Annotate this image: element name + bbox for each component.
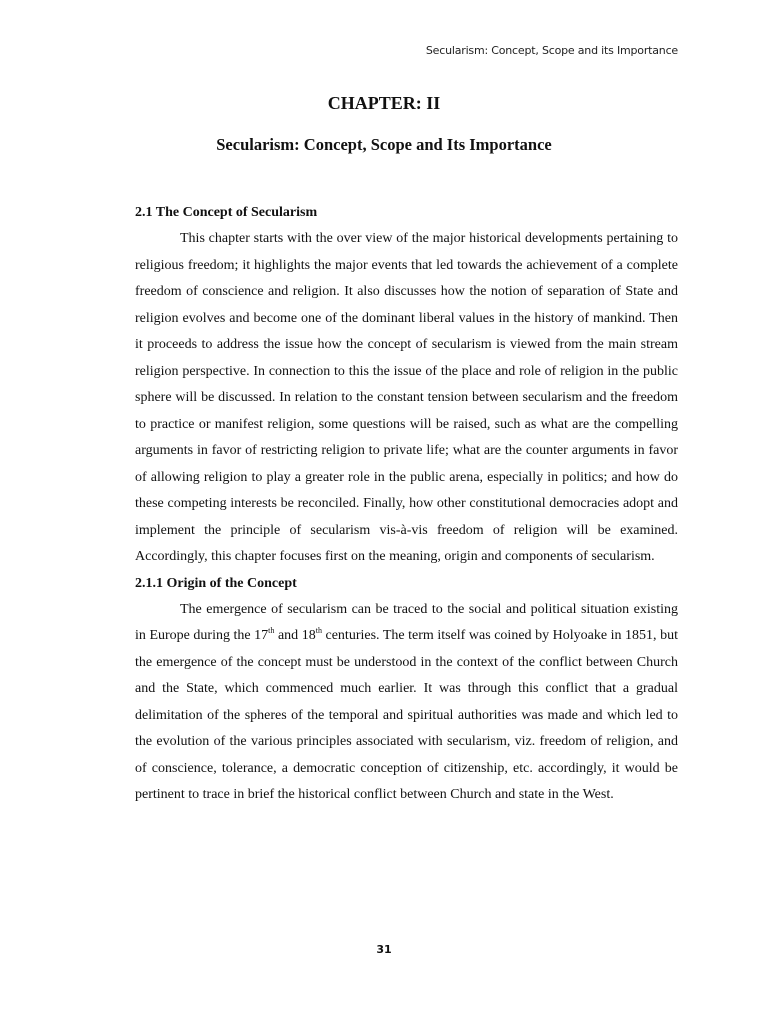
ordinal-superscript: th <box>315 626 322 635</box>
section-heading-2-1: 2.1 The Concept of Secularism <box>135 205 318 220</box>
paragraph-text-part: and 18 <box>274 628 316 643</box>
running-header: Secularism: Concept, Scope and its Importance <box>425 44 678 57</box>
paragraph-origin-of-concept <box>135 597 678 809</box>
chapter-title: Secularism: Concept, Scope and Its Importance <box>216 135 552 154</box>
section-heading-2-1-1: 2.1.1 Origin of the Concept <box>135 575 297 591</box>
ordinal-superscript: th <box>268 626 275 635</box>
paragraph-concept-of-secularism: This chapter starts with the over view of the major historical developments pertaining to religious freedom; it highlights the major events that led towards the achievement of a complete freedom of conscience and religion. It also discusses how the notion of separation of State and religion evolves and become one of the dominant liberal values in the history of mankind. Then it proceeds to address the issue how the concept of secularism is viewed from the main stream religion perspective. In connection to this the issue of the place and role of religion in the public sphere will be discussed. In relation to the constant tension between secularism and the freedom to practice or manifest religion, some questions will be raised, such as what are the compelling arguments in favor of restricting religion to private life; what are the counter arguments in favor of allowing religion to play a greater role in the public arena, especially in politics; and how do these competing interests be reconciled. Finally, how other constitutional democracies adopt and implement the principle of secularism vis-à-vis freedom of religion will be examined. Accordingly, this chapter focuses first on the meaning, origin and components of secularism. <box>135 231 678 564</box>
paragraph-text-part: centuries. The term itself was coined by Holyoake in 1851, but the emergence of the concept must be understood in the context of the conflict between Church and the State, which commenced much earlier. It was through this conflict that a gradual delimitation of the spheres of the temporal and spiritual authorities was made and which led to the evolution of the various principles associated with secularism, viz. freedom of religion, and of conscience, tolerance, a democratic conception of citizenship, etc. accordingly, it would be pertinent to trace in brief the historical conflict between Church and state in the West. <box>135 628 678 802</box>
document-body <box>135 200 678 809</box>
page-number: 31 <box>376 943 392 956</box>
chapter-label: CHAPTER: II <box>327 93 441 113</box>
paragraph-text-part: The emergence of secularism can be traced to the social and political situation existing in Europe during the 17 <box>135 601 678 643</box>
